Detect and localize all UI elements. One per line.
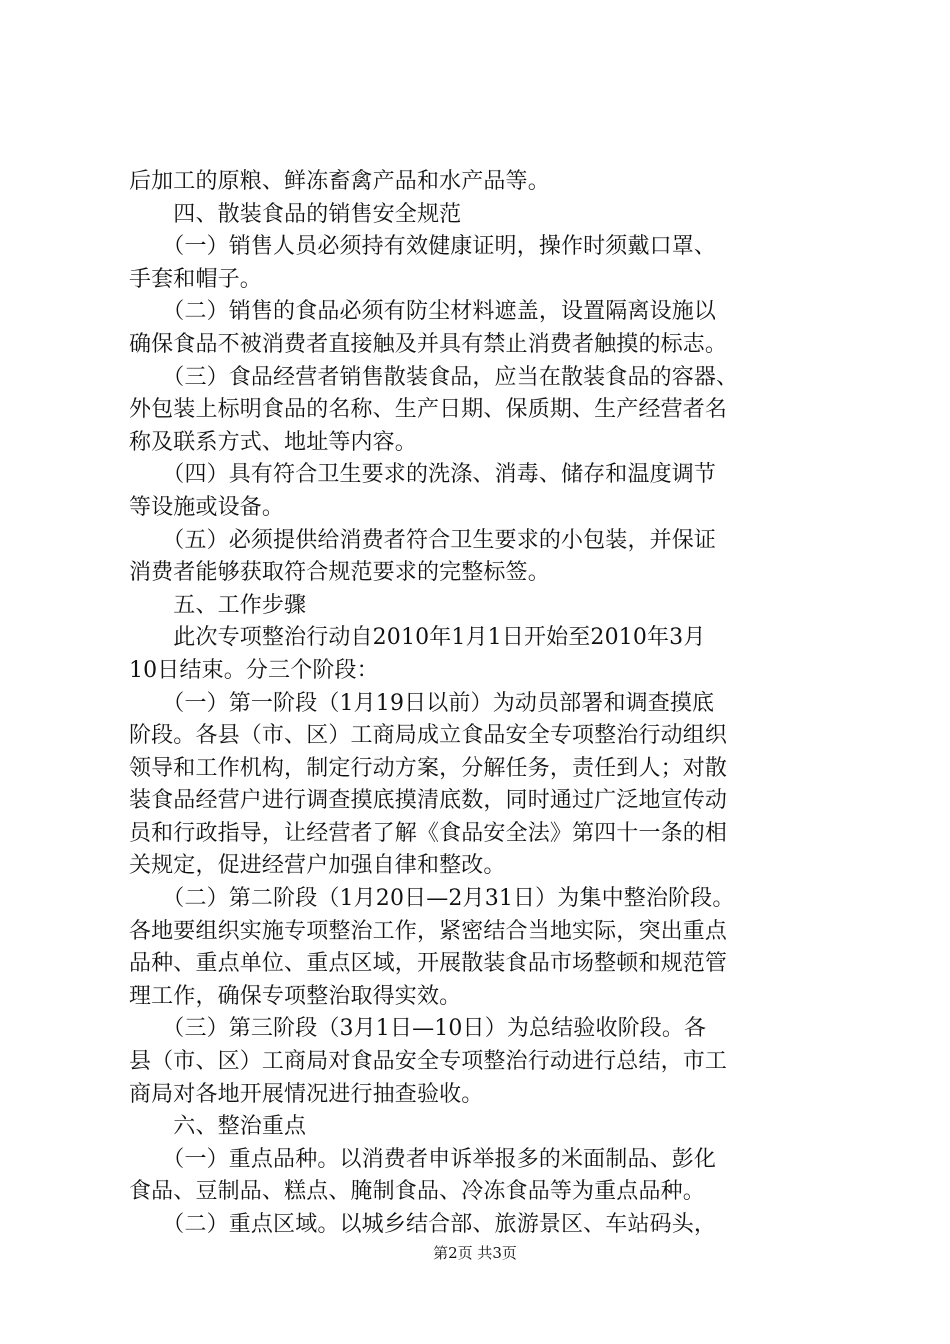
- text-line: 领导和工作机构，制定行动方案，分解任务，责任到人；对散: [129, 755, 728, 781]
- text-line: 外包装上标明食品的名称、生产日期、保质期、生产经营者名: [129, 397, 728, 423]
- text-line: 此次专项整治行动自2010年1月1日开始至2010年3月: [129, 625, 706, 651]
- text-line: 关规定，促进经营户加强自律和整改。: [129, 853, 506, 879]
- page-footer: 第2页 共3页: [433, 1244, 517, 1262]
- text-line: 四、散装食品的销售安全规范: [129, 201, 462, 227]
- text-line: 阶段。各县（市、区）工商局成立食品安全专项整治行动组织: [129, 723, 728, 749]
- text-line: 手套和帽子。: [129, 266, 262, 292]
- text-line: （二）销售的食品必须有防尘材料遮盖，设置隔离设施以: [129, 299, 717, 325]
- text-line: 等设施或设备。: [129, 494, 285, 520]
- text-line: （二）重点区域。以城乡结合部、旅游景区、车站码头，: [129, 1212, 717, 1237]
- text-line: （一）第一阶段（1月19日以前）为动员部署和调查摸底: [129, 690, 715, 716]
- text-line: 品种、重点单位、重点区域，开展散装食品市场整顿和规范管: [129, 951, 728, 977]
- text-line: 各地要组织实施专项整治工作，紧密结合当地实际，突出重点: [129, 918, 728, 944]
- text-line: 商局对各地开展情况进行抽查验收。: [129, 1081, 484, 1107]
- text-line: 确保食品不被消费者直接触及并具有禁止消费者触摸的标志。: [129, 331, 728, 357]
- text-line: 五、工作步骤: [129, 592, 307, 618]
- document-body: [129, 166, 829, 1242]
- text-line: 县（市、区）工商局对食品安全专项整治行动进行总结，市工: [129, 1049, 728, 1075]
- text-line: 食品、豆制品、糕点、腌制食品、冷冻食品等为重点品种。: [129, 1179, 705, 1205]
- text-line: 员和行政指导，让经营者了解《食品安全法》第四十一条的相: [129, 820, 728, 846]
- text-line: （三）食品经营者销售散装食品，应当在散装食品的容器、: [129, 364, 739, 390]
- text-line: 六、整治重点: [129, 1114, 307, 1140]
- text-line: （三）第三阶段（3月1日—10日）为总结验收阶段。各: [129, 1016, 707, 1042]
- text-line: （五）必须提供给消费者符合卫生要求的小包装，并保证: [129, 527, 717, 553]
- text-line: 装食品经营户进行调查摸底摸清底数，同时通过广泛地宣传动: [129, 788, 728, 814]
- text-line: 后加工的原粮、鲜冻畜禽产品和水产品等。: [129, 169, 550, 194]
- text-line: （一）重点品种。以消费者申诉举报多的米面制品、彭化: [129, 1146, 717, 1172]
- text-line: 理工作，确保专项整治取得实效。: [129, 983, 462, 1009]
- text-line: （二）第二阶段（1月20日—2月31日）为集中整治阶段。: [129, 886, 735, 912]
- text-line: 称及联系方式、地址等内容。: [129, 429, 417, 455]
- text-line: （一）销售人员必须持有效健康证明，操作时须戴口罩、: [129, 234, 717, 260]
- text-line: 10日结束。分三个阶段：: [129, 657, 379, 683]
- text-line: 消费者能够获取符合规范要求的完整标签。: [129, 560, 550, 586]
- text-line: （四）具有符合卫生要求的洗涤、消毒、储存和温度调节: [129, 462, 717, 488]
